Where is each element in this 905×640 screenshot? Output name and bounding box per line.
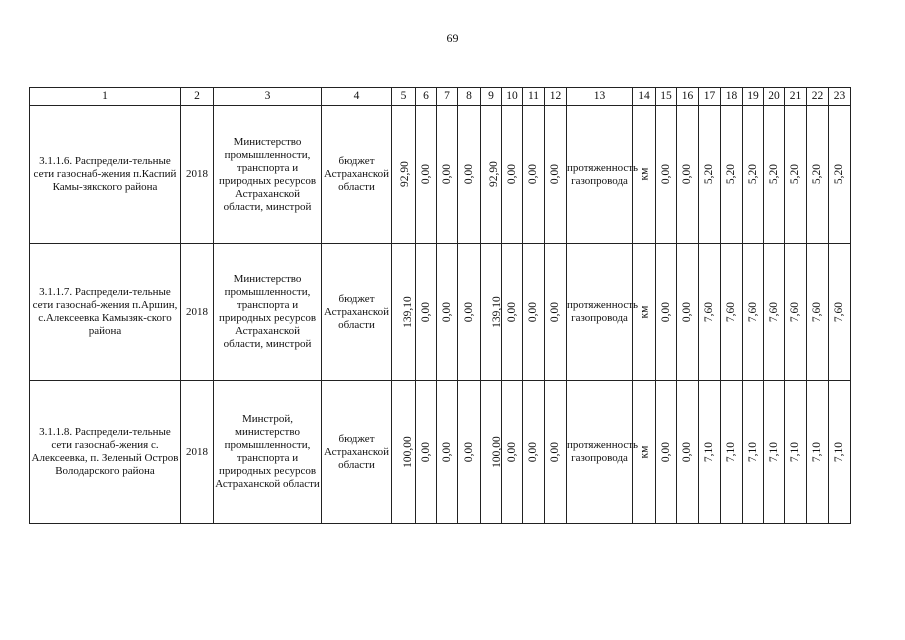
- indicator-value-cell: 7,60: [764, 244, 785, 381]
- table-row: [30, 381, 851, 524]
- measure-name: 3.1.1.8. Распредели-тельные сети газоснаб-жения с. Алексеевка, п. Зеленый Остров Володарского района: [30, 381, 181, 524]
- indicator-value-cell: 5,20: [743, 106, 764, 244]
- amount-cell: 0,00: [416, 381, 437, 524]
- amount-cell: 0,00: [437, 106, 458, 244]
- year-cell: 2018: [181, 381, 214, 524]
- indicator-cell: протяженность газопровода: [567, 244, 633, 381]
- indicator-value-cell: 7,10: [764, 381, 785, 524]
- col-header: 6: [416, 88, 437, 106]
- executor-cell: Министерство промышленности, транспорта и природных ресурсов Астраханской области, минстрой: [214, 106, 322, 244]
- col-header: 17: [699, 88, 721, 106]
- indicator-value-cell: 0,00: [677, 381, 699, 524]
- col-header: 8: [458, 88, 481, 106]
- amount-cell: 0,00: [502, 381, 523, 524]
- amount-cell: 0,00: [523, 381, 545, 524]
- measure-name: 3.1.1.7. Распредели-тельные сети газоснаб-жения п.Аршин, с.Алексеевка Камызяк-ского района: [30, 244, 181, 381]
- col-header: 3: [214, 88, 322, 106]
- col-header: 19: [743, 88, 764, 106]
- amount-cell: 92,90: [392, 106, 416, 244]
- year-cell: 2018: [181, 244, 214, 381]
- amount-cell: 0,00: [458, 244, 481, 381]
- amount-cell: 0,00: [545, 244, 567, 381]
- executor-cell: Министерство промышленности, транспорта и природных ресурсов Астраханской области, минстрой: [214, 244, 322, 381]
- indicator-value-cell: 7,60: [807, 244, 829, 381]
- indicator-value-cell: 7,10: [721, 381, 743, 524]
- amount-cell: 0,00: [523, 244, 545, 381]
- col-header: 22: [807, 88, 829, 106]
- funding-source-cell: бюджет Астраханской области: [322, 381, 392, 524]
- col-header: 12: [545, 88, 567, 106]
- funding-source-cell: бюджет Астраханской области: [322, 106, 392, 244]
- indicator-value-cell: 7,60: [699, 244, 721, 381]
- unit-cell: км: [633, 381, 656, 524]
- indicator-value-cell: 0,00: [656, 381, 677, 524]
- col-header: 5: [392, 88, 416, 106]
- executor-cell: Минстрой, министерство промышленности, транспорта и природных ресурсов Астраханской области: [214, 381, 322, 524]
- amount-cell: 92,90: [481, 106, 502, 244]
- header-row: [30, 88, 851, 106]
- amount-cell: 100,00: [481, 381, 502, 524]
- amount-cell: 0,00: [416, 106, 437, 244]
- amount-cell: 0,00: [437, 381, 458, 524]
- indicator-value-cell: 5,20: [785, 106, 807, 244]
- indicator-value-cell: 5,20: [699, 106, 721, 244]
- program-table: [29, 87, 851, 524]
- col-header: 11: [523, 88, 545, 106]
- indicator-value-cell: 5,20: [764, 106, 785, 244]
- indicator-value-cell: 7,10: [743, 381, 764, 524]
- indicator-value-cell: 7,10: [807, 381, 829, 524]
- indicator-value-cell: 0,00: [677, 244, 699, 381]
- indicator-cell: протяженность газопровода: [567, 106, 633, 244]
- col-header: 4: [322, 88, 392, 106]
- amount-cell: 139,10: [481, 244, 502, 381]
- indicator-value-cell: 7,60: [829, 244, 851, 381]
- indicator-value-cell: 5,20: [807, 106, 829, 244]
- amount-cell: 0,00: [458, 381, 481, 524]
- unit-cell: км: [633, 106, 656, 244]
- amount-cell: 0,00: [416, 244, 437, 381]
- measure-name: 3.1.1.6. Распредели-тельные сети газоснаб-жения п.Каспий Камы-зякского района: [30, 106, 181, 244]
- indicator-value-cell: 0,00: [677, 106, 699, 244]
- amount-cell: 0,00: [545, 381, 567, 524]
- amount-cell: 139,10: [392, 244, 416, 381]
- amount-cell: 0,00: [458, 106, 481, 244]
- table-row: [30, 106, 851, 244]
- col-header: 20: [764, 88, 785, 106]
- table-row: [30, 244, 851, 381]
- amount-cell: 0,00: [502, 106, 523, 244]
- indicator-value-cell: 7,60: [785, 244, 807, 381]
- year-cell: 2018: [181, 106, 214, 244]
- indicator-value-cell: 5,20: [829, 106, 851, 244]
- indicator-cell: протяженность газопровода: [567, 381, 633, 524]
- col-header: 10: [502, 88, 523, 106]
- indicator-value-cell: 7,60: [721, 244, 743, 381]
- amount-cell: 0,00: [523, 106, 545, 244]
- indicator-value-cell: 7,10: [699, 381, 721, 524]
- col-header: 18: [721, 88, 743, 106]
- indicator-value-cell: 7,10: [829, 381, 851, 524]
- col-header: 7: [437, 88, 458, 106]
- indicator-value-cell: 5,20: [721, 106, 743, 244]
- indicator-value-cell: 0,00: [656, 106, 677, 244]
- amount-cell: 0,00: [545, 106, 567, 244]
- col-header: 9: [481, 88, 502, 106]
- col-header: 13: [567, 88, 633, 106]
- col-header: 14: [633, 88, 656, 106]
- funding-source-cell: бюджет Астраханской области: [322, 244, 392, 381]
- col-header: 2: [181, 88, 214, 106]
- indicator-value-cell: 7,60: [743, 244, 764, 381]
- col-header: 23: [829, 88, 851, 106]
- col-header: 16: [677, 88, 699, 106]
- page-number: 69: [446, 31, 459, 45]
- amount-cell: 100,00: [392, 381, 416, 524]
- indicator-value-cell: 0,00: [656, 244, 677, 381]
- unit-cell: км: [633, 244, 656, 381]
- amount-cell: 0,00: [502, 244, 523, 381]
- col-header: 15: [656, 88, 677, 106]
- indicator-value-cell: 7,10: [785, 381, 807, 524]
- col-header: 21: [785, 88, 807, 106]
- col-header: 1: [30, 88, 181, 106]
- amount-cell: 0,00: [437, 244, 458, 381]
